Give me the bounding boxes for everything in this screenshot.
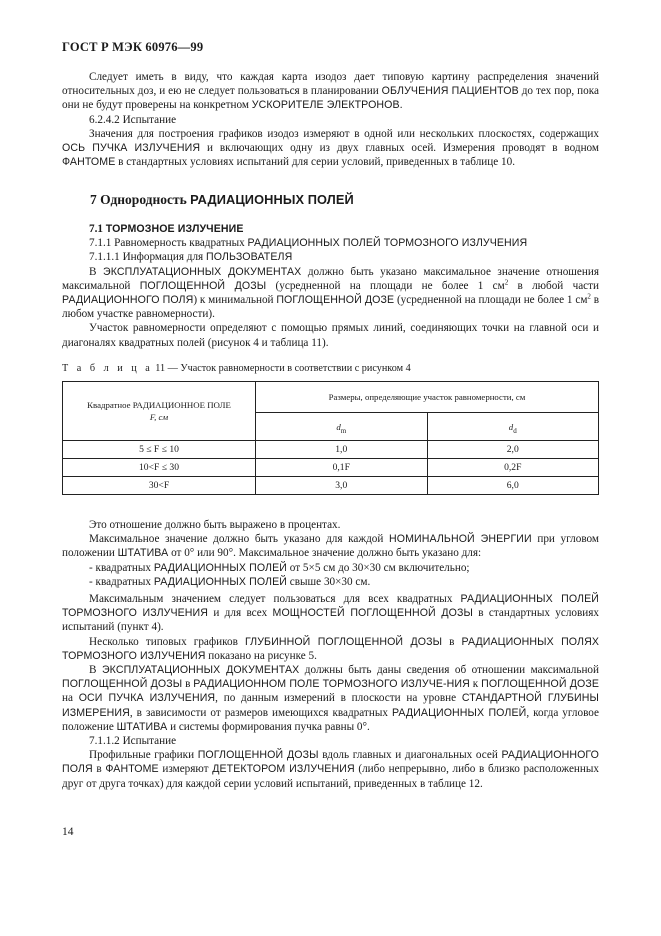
intro-text: Следует иметь в виду, что каждая карта изодоз дает типовую картину распределения значений относительных доз, и ею не следует пользоваться в планировании ОБЛУЧЕНИЯ ПАЦИЕНТОВ до тех пор, пока они не будут проверены на конкретном УСКОРИТЕЛЕ ЭЛЕКТРОНОВ.	[62, 71, 599, 112]
term: УСКОРИТЕЛЕ ЭЛЕКТРОНОВ	[251, 99, 400, 112]
section-7-1-1-2-title: 7.1.1.2 Испытание	[89, 735, 177, 748]
term: ЭКСПЛУАТАЦИОННЫХ ДОКУМЕНТАХ	[102, 265, 302, 278]
term: ФАНТОМЕ	[62, 156, 116, 169]
term: РАДИАЦИОННОМ ПОЛЕ ТОРМОЗНОГО ИЗЛУЧЕ-НИЯ	[193, 678, 470, 691]
table-caption-label: Т а б л и ц а	[62, 363, 153, 374]
term: РАДИАЦИОННЫХ ПОЛЕЙ	[391, 706, 527, 719]
term: ПОГЛОЩЕННОЙ ДОЗЫ	[62, 678, 183, 691]
table-row	[63, 477, 599, 495]
term: ПОЛЬЗОВАТЕЛЯ	[206, 251, 293, 264]
term: ДЕТЕКТОРОМ ИЗЛУЧЕНИЯ	[212, 763, 355, 776]
term: РАДИАЦИОННЫХ ПОЛЯХ ТОРМОЗНОГО ИЗЛУЧЕНИЯ	[62, 635, 599, 662]
table-row	[63, 441, 599, 459]
table-group-header: Размеры, определяющие участок равномерности, см	[256, 382, 599, 413]
table-caption-text: 11 — Участок равномерности в соответствии с рисунком 4	[152, 363, 411, 374]
dm-symbol: d	[336, 421, 341, 432]
field-header-unit: F, см	[149, 412, 169, 422]
cell-dd: 6,0	[427, 477, 599, 495]
intro-paragraph	[62, 70, 599, 169]
section-7-1-1-1-heading: 7.1.1.1 Информация для ПОЛЬЗОВАТЕЛЯ	[89, 251, 293, 264]
term: ПОГЛОЩЕННОЙ ДОЗЫ	[139, 279, 267, 292]
table-col-dm-header	[256, 413, 428, 441]
list-item: - квадратных РАДИАЦИОННЫХ ПОЛЕЙ свыше 30×30 см.	[89, 575, 371, 588]
cell-field: 10<F ≤ 30	[63, 459, 256, 477]
table-col-field-header	[63, 382, 256, 441]
term: ФАНТОМЕ	[105, 763, 159, 776]
profile-paragraph: Профильные графики ПОГЛОЩЕННОЙ ДОЗЫ вдоль главных и диагональных осей РАДИАЦИОННОГО ПОЛЯ в ФАНТОМЕ измеряют ДЕТЕКТОРОМ ИЗЛУЧЕНИЯ (либо непрерывно, либо в близко расположенных друг от друга точках) для каждой серии условий испытаний, приведенных в таблице 12.	[62, 749, 599, 790]
superscript: 2	[504, 278, 509, 287]
term: ОБЛУЧЕНИЯ ПАЦИЕНТОВ	[381, 85, 519, 98]
ratio-paragraph: В ЭКСПЛУАТАЦИОННЫХ ДОКУМЕНТАХ должны быть даны сведения об отношении максимальной ПОГЛОЩЕННОЙ ДОЗЫ в РАДИАЦИОННОМ ПОЛЕ ТОРМОЗНОГО ИЗЛУЧЕ-НИЯ к ПОГЛОЩЕННОЙ ДОЗЕ на ОСИ ПУЧКА ИЗЛУЧЕНИЯ, по данным измерений в плоскости на уровне СТАНДАРТНОЙ ГЛУБИНЫ ИЗМЕРЕНИЯ, в зависимости от размеров имеющихся квадратных РАДИАЦИОННЫХ ПОЛЕЙ, когда угловое положение ШТАТИВА и системы формирования пучка равны 0°.	[62, 664, 600, 733]
term: РАДИАЦИОННЫХ ПОЛЕЙ ТОРМОЗНОГО ИЗЛУЧЕНИЯ	[247, 237, 528, 250]
term: РАДИАЦИОННЫХ ПОЛЕЙ	[153, 575, 287, 588]
term: ПОГЛОЩЕННОЙ ДОЗЕ	[276, 294, 395, 307]
field-header-text: Квадратное РАДИАЦИОННОЕ ПОЛЕ	[87, 400, 231, 410]
section-7-1-block	[62, 222, 599, 350]
section-7-1-heading: 7.1 ТОРМОЗНОЕ ИЗЛУЧЕНИЕ	[89, 223, 244, 235]
cell-dd: 2,0	[427, 441, 599, 459]
cell-dm: 0,1F	[256, 459, 428, 477]
term: РАДИАЦИОННОГО ПОЛЯ	[62, 294, 194, 307]
term: ШТАТИВА	[117, 547, 169, 560]
document-header: ГОСТ Р МЭК 60976—99	[62, 40, 204, 54]
term: РАДИАЦИОННЫХ ПОЛЕЙ	[190, 192, 354, 207]
term: ОСИ ПУЧКА ИЗЛУЧЕНИЯ	[78, 692, 216, 705]
dd-index: d	[513, 426, 517, 435]
uniformity-paragraph: Участок равномерности определяют с помощью прямых линий, соединяющих точки на главной оси и диагоналях квадратных полей (рисунок 4 и таблица 11).	[62, 322, 599, 349]
table-col-dd-header	[427, 413, 599, 441]
superscript: 2	[587, 292, 591, 301]
graphs-paragraph: Несколько типовых графиков ГЛУБИННОЙ ПОГЛОЩЕННОЙ ДОЗЫ в РАДИАЦИОННЫХ ПОЛЯХ ТОРМОЗНОГО ИЗЛУЧЕНИЯ показано на рисунке 5.	[62, 635, 599, 662]
section-7-1-1-1-continued	[62, 518, 599, 791]
table-row	[63, 459, 599, 477]
table-11-caption	[62, 363, 411, 374]
cell-field: 30<F	[63, 477, 256, 495]
term: ПОГЛОЩЕННОЙ ДОЗЫ	[197, 749, 319, 762]
test-text: Значения для построения графиков изодоз измеряют в одной или нескольких плоскостях, содержащих ОСЬ ПУЧКА ИЗЛУЧЕНИЯ и включающих одну из двух главных осей. Измерения проводят в водном ФАНТОМЕ в стандартных условиях испытаний для серии условий, приведенных в таблице 10.	[62, 127, 600, 169]
term: РАДИАЦИОННЫХ ПОЛЕЙ ТОРМОЗНОГО ИЗЛУЧЕНИЯ	[62, 593, 599, 620]
operational-docs-paragraph: В ЭКСПЛУАТАЦИОННЫХ ДОКУМЕНТАХ должно быть указано максимальное значение отношения максимальной ПОГЛОЩЕННОЙ ДОЗЫ (усредненной на площади не более 1 $см^2$ в любой части РАДИАЦИОННОГО ПОЛЯ) к минимальной ПОГЛОЩЕННОЙ ДОЗЕ (усредненной на площади не более 1 $см^2$ в любом участке равномерности).	[62, 265, 600, 321]
term: НОМИНАЛЬНОЙ ЭНЕРГИИ	[388, 533, 532, 546]
term: МОЩНОСТЕЙ ПОГЛОЩЕННОЙ ДОЗЫ	[272, 607, 473, 620]
section-7-1-1-heading: 7.1.1 Равномерность квадратных РАДИАЦИОННЫХ ПОЛЕЙ ТОРМОЗНОГО ИЗЛУЧЕНИЯ	[89, 237, 528, 250]
section-6-2-4-2-title: 6.2.4.2 Испытание	[89, 113, 177, 126]
table-11	[62, 381, 599, 495]
page-number: 14	[62, 826, 74, 838]
term: ЭКСПЛУАТАЦИОННЫХ ДОКУМЕНТАХ	[101, 664, 300, 677]
cell-dm: 3,0	[256, 477, 428, 495]
term: СТАНДАРТНОЙ ГЛУБИНЫ ИЗМЕРЕНИЯ	[62, 692, 599, 719]
term: ШТАТИВА	[116, 720, 168, 733]
term: ТОРМОЗНОЕ ИЗЛУЧЕНИЕ	[105, 223, 244, 235]
dm-index: m	[340, 426, 347, 435]
term: РАДИАЦИОННЫХ ПОЛЕЙ	[153, 561, 287, 574]
cell-dd: 0,2F	[427, 459, 599, 477]
use-paragraph: Максимальным значением следует пользоваться для всех квадратных РАДИАЦИОННЫХ ПОЛЕЙ ТОРМОЗНОГО ИЗЛУЧЕНИЯ и для всех МОЩНОСТЕЙ ПОГЛОЩЕННОЙ ДОЗЫ в стандартных условиях испытаний (пункт 4).	[62, 593, 600, 634]
term: ПОГЛОЩЕННОЙ ДОЗЕ	[481, 678, 600, 691]
dd-symbol: d	[508, 421, 514, 432]
section-7-heading: 7 Однородность РАДИАЦИОННЫХ ПОЛЕЙ	[90, 192, 354, 207]
list-item: - квадратных РАДИАЦИОННЫХ ПОЛЕЙ от 5×5 см до 30×30 см включительно;	[89, 561, 470, 574]
term: ГЛУБИННОЙ ПОГЛОЩЕННОЙ ДОЗЫ	[244, 635, 443, 648]
max-value-paragraph: Максимальное значение должно быть указано для каждой НОМИНАЛЬНОЙ ЭНЕРГИИ при угловом положении ШТАТИВА от 0° или 90°. Максимальное значение должно быть указано для:	[62, 533, 599, 560]
cell-dm: 1,0	[256, 441, 428, 459]
term: РАДИАЦИОННОГО ПОЛЯ	[62, 749, 599, 776]
term: ОСЬ ПУЧКА ИЗЛУЧЕНИЯ	[62, 142, 201, 155]
percent-paragraph: Это отношение должно быть выражено в процентах.	[89, 519, 341, 531]
cell-field: 5 ≤ F ≤ 10	[63, 441, 256, 459]
